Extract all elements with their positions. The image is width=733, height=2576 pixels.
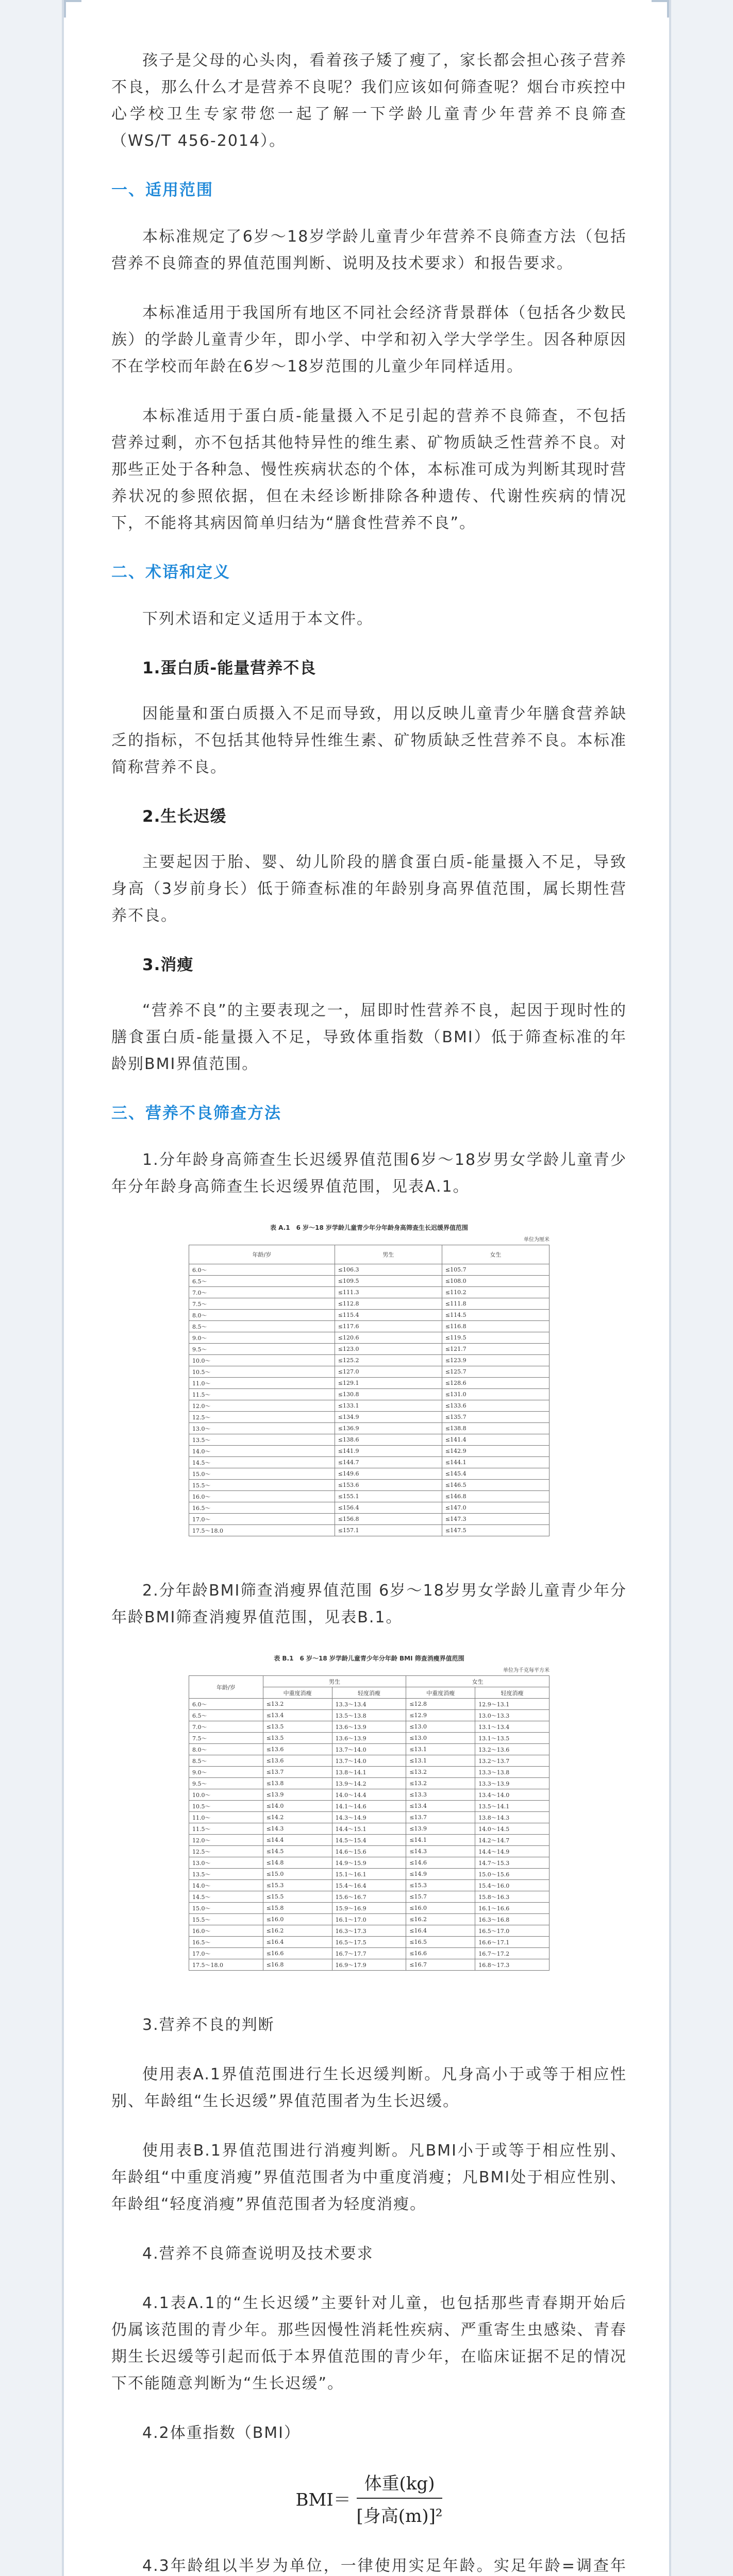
table-cell: 6.5～ [189,1276,335,1287]
table-row [189,1767,549,1778]
table-row [189,1514,549,1525]
table-cell: 12.5～ [189,1412,335,1423]
table-cell: 16.1～17.0 [332,1914,406,1925]
methods-paragraph-2: 2.分年龄BMI筛查消瘦界值范围 6岁～18岁男女学龄儿童青少年分年龄BMI筛查消瘦界值范围，见表B.1。 [111,1582,627,1626]
table-cell: 8.0～ [189,1310,335,1321]
table-row [189,1264,549,1276]
table-cell: 11.5～ [189,1389,335,1400]
term-paragraph-wasting: “营养不良”的主要表现之一，屈即时性营养不良，起因于现时性的膳食蛋白质-能量摄入不足，导致体重指数（BMI）低于筛查标准的年龄别BMI界值范围。 [111,1002,627,1073]
table-cell: 9.5～ [189,1344,335,1355]
table-cell: 8.5～ [189,1321,335,1332]
table-cell: ≤13.3 [406,1789,475,1801]
article-page [62,0,671,2576]
table-cell: 13.8～14.1 [332,1767,406,1778]
table-cell: 16.0～ [189,1491,335,1502]
table-row [189,1457,549,1468]
table-cell: ≤114.5 [442,1310,549,1321]
table-cell: ≤14.1 [406,1835,475,1846]
table-cell: ≤120.6 [335,1332,442,1344]
table-row [189,1468,549,1480]
methods-paragraph-3: 3.营养不良的判断 [142,2016,275,2034]
table-cell: ≤136.9 [335,1423,442,1434]
table-cell: ≤153.6 [335,1480,442,1491]
table-cell: 14.0～14.4 [332,1789,406,1801]
table-cell: ≤14.6 [406,1857,475,1869]
table-cell: 13.9～14.2 [332,1778,406,1789]
methods-paragraph-4: 使用表A.1界值范围进行生长迟缓判断。凡身高小于或等于相应性别、年龄组“生长迟缓”界值范围者为生长迟缓。 [111,2065,627,2110]
table-cell: ≤16.6 [406,1948,475,1959]
table-row [189,1891,549,1903]
table-row [189,1710,549,1721]
table-cell: 14.7～15.3 [475,1857,549,1869]
table-cell: ≤13.1 [406,1755,475,1767]
table-cell: 13.6～13.9 [332,1733,406,1744]
table-cell: ≤13.9 [406,1823,475,1835]
table-cell: ≤145.4 [442,1468,549,1480]
table-cell: 13.1～13.5 [475,1733,549,1744]
table-cell: 15.5～ [189,1480,335,1491]
table-cell: 15.9～16.9 [332,1903,406,1914]
bmi-formula-fraction [357,2469,443,2527]
table-b1-caption: 表 B.1 6 岁～18 岁学龄儿童青少年分年龄 BMI 筛查消瘦界值范围 [274,1655,464,1662]
table-cell: 15.5～ [189,1914,263,1925]
table-cell: 16.0～ [189,1925,263,1937]
article-content [111,47,627,2576]
table-cell: 13.7～14.0 [332,1744,406,1755]
table-cell: ≤13.8 [263,1778,332,1789]
table-cell: 14.5～ [189,1891,263,1903]
table-cell: ≤13.2 [406,1778,475,1789]
table-cell: 7.5～ [189,1733,263,1744]
table-cell: 14.5～ [189,1457,335,1468]
table-cell: ≤141.4 [442,1434,549,1446]
table-row [189,1721,549,1733]
table-cell: ≤106.3 [335,1264,442,1276]
table-cell: 7.5～ [189,1298,335,1310]
table-row [189,1276,549,1287]
table-cell: 13.3～13.8 [475,1767,549,1778]
table-cell: 13.5～14.1 [475,1801,549,1812]
table-cell: 10.5～ [189,1801,263,1812]
table-cell: ≤14.3 [406,1846,475,1857]
corner-decoration-right [652,0,669,18]
table-cell: 11.0～ [189,1378,335,1389]
table-cell: ≤13.6 [263,1755,332,1767]
table-row [189,1355,549,1366]
table-cell: 16.5～ [189,1937,263,1948]
table-row [189,1525,549,1536]
section-title-terms: 二、术语和定义 [111,563,230,582]
table-cell: 14.6～15.6 [332,1846,406,1857]
term-title-malnutrition: 1.蛋白质-能量营养不良 [142,659,316,677]
table-cell: 13.0～13.3 [475,1710,549,1721]
table-cell: 15.8～16.3 [475,1891,549,1903]
table-cell: 14.0～14.5 [475,1823,549,1835]
table-cell: ≤13.2 [263,1699,332,1710]
table-b1-unit: 单位为千克每平方米 [503,1668,549,1673]
table-a1-caption: 表 A.1 6 岁～18 岁学龄儿童青少年分年龄身高筛查生长迟缓界值范围 [270,1224,468,1231]
table-cell: ≤117.6 [335,1321,442,1332]
table-cell: ≤131.0 [442,1389,549,1400]
table-cell: ≤16.7 [406,1959,475,1971]
term-paragraph-stunting: 主要起因于胎、婴、幼儿阶段的膳食蛋白质-能量摄入不足，导致身高（3岁前身长）低于筛查标准的年龄别身高界值范围，属长期性营养不良。 [111,853,627,925]
table-cell: ≤128.6 [442,1378,549,1389]
table-cell: 15.0～ [189,1468,335,1480]
table-cell: ≤14.8 [263,1857,332,1869]
table-row [189,1846,549,1857]
table-cell: 13.0～ [189,1423,335,1434]
table-cell: 14.1～14.6 [332,1801,406,1812]
table-cell: 14.0～ [189,1880,263,1891]
table-cell: 13.4～14.0 [475,1789,549,1801]
table-cell: 15.6～16.7 [332,1891,406,1903]
table-cell: 12.9～13.1 [475,1699,549,1710]
table-cell: ≤13.2 [406,1767,475,1778]
table-cell: ≤110.2 [442,1287,549,1298]
table-row [189,1699,549,1710]
table-cell: 16.6～17.1 [475,1937,549,1948]
table-cell: 16.1～16.6 [475,1903,549,1914]
table-row [189,1423,549,1434]
table-cell: ≤13.0 [406,1733,475,1744]
table-row [189,1857,549,1869]
table-row [189,1446,549,1457]
table-cell: 16.9～17.9 [332,1959,406,1971]
table-cell: ≤147.0 [442,1502,549,1514]
table-cell: ≤12.9 [406,1710,475,1721]
table-cell: 8.0～ [189,1744,263,1755]
table-cell: 13.8～14.3 [475,1812,549,1823]
table-cell: 10.0～ [189,1355,335,1366]
table-cell: 9.0～ [189,1767,263,1778]
table-row [189,1434,549,1446]
table-cell: ≤15.5 [263,1891,332,1903]
table-cell: ≤115.4 [335,1310,442,1321]
table-cell: ≤12.8 [406,1699,475,1710]
table-cell: ≤157.1 [335,1525,442,1536]
table-cell: ≤149.6 [335,1468,442,1480]
table-cell: ≤15.7 [406,1891,475,1903]
methods-paragraph-6: 4.营养不良筛查说明及技术要求 [142,2245,374,2263]
table-cell: ≤116.8 [442,1321,549,1332]
table-b1-subheader: 中重度消瘦 [263,1687,332,1699]
table-cell: 16.5～ [189,1502,335,1514]
table-cell: ≤123.9 [442,1355,549,1366]
table-b1-subheader: 中重度消瘦 [406,1687,475,1699]
table-cell: ≤138.8 [442,1423,549,1434]
table-cell: ≤14.4 [263,1835,332,1846]
table-row [189,1823,549,1835]
table-cell: ≤123.0 [335,1344,442,1355]
table-row [189,1332,549,1344]
table-cell: 7.0～ [189,1287,335,1298]
table-row [189,1321,549,1332]
table-cell: 13.6～13.9 [332,1721,406,1733]
table-cell: 13.2～13.6 [475,1744,549,1755]
table-cell: ≤14.3 [263,1823,332,1835]
table-cell: ≤121.7 [442,1344,549,1355]
table-cell: ≤14.2 [263,1812,332,1823]
table-cell: ≤130.8 [335,1389,442,1400]
table-cell: ≤108.0 [442,1276,549,1287]
table-cell: 13.7～14.0 [332,1755,406,1767]
term-title-stunting: 2.生长迟缓 [142,807,227,826]
table-cell: ≤15.8 [263,1903,332,1914]
table-row [189,1287,549,1298]
table-cell: 14.0～ [189,1446,335,1457]
table-cell: ≤16.4 [263,1937,332,1948]
table-cell: ≤144.7 [335,1457,442,1468]
table-cell: ≤13.7 [263,1767,332,1778]
table-a1-header: 男生 [335,1245,442,1264]
table-cell: 8.5～ [189,1755,263,1767]
table-cell: ≤16.6 [263,1948,332,1959]
table-cell: 9.0～ [189,1332,335,1344]
table-cell: ≤156.8 [335,1514,442,1525]
table-cell: 14.9～15.9 [332,1857,406,1869]
table-row [189,1903,549,1914]
table-a1-header: 年龄/岁 [189,1245,335,1264]
table-row [189,1400,549,1412]
table-cell: 7.0～ [189,1721,263,1733]
table-cell: 15.0～ [189,1903,263,1914]
table-cell: ≤109.5 [335,1276,442,1287]
table-row [189,1914,549,1925]
table-cell: 9.5～ [189,1778,263,1789]
table-cell: ≤125.7 [442,1366,549,1378]
table-row [189,1502,549,1514]
table-row [189,1480,549,1491]
table-cell: 16.8～17.3 [475,1959,549,1971]
table-cell: ≤142.9 [442,1446,549,1457]
corner-decoration-left [64,0,81,18]
table-cell: ≤13.5 [263,1733,332,1744]
methods-paragraph-1: 1.分年龄身高筛查生长迟缓界值范围6岁～18岁男女学龄儿童青少年分年龄身高筛查生长迟缓界值范围，见表A.1。 [111,1151,627,1196]
table-cell: 15.4～16.4 [332,1880,406,1891]
table-cell: 14.5～15.4 [332,1835,406,1846]
table-cell: 17.0～ [189,1514,335,1525]
table-cell: ≤133.1 [335,1400,442,1412]
table-cell: 12.0～ [189,1400,335,1412]
table-cell: ≤15.3 [406,1880,475,1891]
table-cell: ≤13.5 [263,1721,332,1733]
table-a1-header: 女生 [442,1245,549,1264]
table-cell: ≤144.1 [442,1457,549,1468]
bmi-formula-lhs: BMI＝ [295,2489,351,2511]
table-cell: ≤134.9 [335,1412,442,1423]
table-cell: ≤13.0 [406,1721,475,1733]
table-cell: 13.5～13.8 [332,1710,406,1721]
table-cell: ≤16.2 [263,1925,332,1937]
table-a1 [189,1245,549,1536]
table-cell: 16.7～17.7 [332,1948,406,1959]
table-cell: ≤13.4 [263,1710,332,1721]
table-cell: 13.5～ [189,1869,263,1880]
table-cell: 17.5～18.0 [189,1525,335,1536]
table-row [189,1344,549,1355]
bmi-formula-numerator: 体重(kg) [357,2469,443,2499]
table-cell: ≤16.2 [406,1914,475,1925]
term-title-wasting: 3.消瘦 [142,956,194,974]
table-row [189,1789,549,1801]
table-row [189,1755,549,1767]
table-b1-subheader: 轻度消瘦 [475,1687,549,1699]
table-row [189,1835,549,1846]
table-row [189,1744,549,1755]
table-cell: 13.1～13.4 [475,1721,549,1733]
scope-paragraph-3: 本标准适用于蛋白质-能量摄入不足引起的营养不良筛查，不包括营养过剩，亦不包括其他特异性的维生素、矿物质缺乏性营养不良。对那些正处于各种急、慢性疾病状态的个体，本标准可成为判断其现时营养状况的参照依据，但在未经诊断排除各种遗传、代谢性疾病的情况下，不能将其病因简单归结为“膳食性营养不良”。 [111,407,627,532]
methods-paragraph-9: 4.3年龄组以半岁为单位，一律使用实足年龄。实足年龄=调查年 [142,2557,627,2575]
table-b1-figure [111,1654,627,1971]
table-cell: 13.0～ [189,1857,263,1869]
table-a1-unit: 单位为厘米 [524,1237,549,1243]
table-cell: ≤147.5 [442,1525,549,1536]
term-paragraph-malnutrition: 因能量和蛋白质摄入不足而导致，用以反映儿童青少年膳食营养缺乏的指标，不包括其他特异性维生素、矿物质缺乏性营养不良。本标准简称营养不良。 [111,705,627,776]
table-b1-header: 男生 [263,1676,406,1687]
table-cell: ≤16.5 [406,1937,475,1948]
table-row [189,1491,549,1502]
table-cell: 15.4～16.0 [475,1880,549,1891]
table-row [189,1812,549,1823]
table-cell: 6.0～ [189,1699,263,1710]
table-row [189,1925,549,1937]
table-cell: 16.3～17.3 [332,1925,406,1937]
table-b1 [189,1675,549,1971]
table-b1-subheader: 轻度消瘦 [332,1687,406,1699]
table-cell: ≤127.0 [335,1366,442,1378]
table-row [189,1937,549,1948]
table-cell: 15.0～15.6 [475,1869,549,1880]
table-cell: ≤105.7 [442,1264,549,1276]
table-cell: 12.5～ [189,1846,263,1857]
table-cell: ≤138.6 [335,1434,442,1446]
table-cell: 6.5～ [189,1710,263,1721]
table-cell: ≤15.3 [263,1880,332,1891]
table-cell: 14.3～14.9 [332,1812,406,1823]
table-cell: ≤14.5 [263,1846,332,1857]
table-cell: ≤16.0 [406,1903,475,1914]
table-row [189,1298,549,1310]
table-cell: 6.0～ [189,1264,335,1276]
table-cell: ≤13.9 [263,1789,332,1801]
table-cell: ≤13.1 [406,1744,475,1755]
terms-paragraph: 下列术语和定义适用于本文件。 [142,610,373,628]
table-cell: 13.2～13.7 [475,1755,549,1767]
table-cell: 11.0～ [189,1812,263,1823]
table-cell: 11.5～ [189,1823,263,1835]
table-cell: ≤156.4 [335,1502,442,1514]
table-cell: ≤13.7 [406,1812,475,1823]
table-cell: 14.4～14.9 [475,1846,549,1857]
table-cell: 17.5～18.0 [189,1959,263,1971]
table-cell: ≤111.3 [335,1287,442,1298]
bmi-formula [111,2469,627,2527]
table-cell: 16.7～17.2 [475,1948,549,1959]
table-b1-header: 年龄/岁 [189,1676,263,1699]
table-cell: ≤112.8 [335,1298,442,1310]
table-cell: ≤13.6 [263,1744,332,1755]
table-row [189,1959,549,1971]
table-cell: 17.0～ [189,1948,263,1959]
table-cell: ≤111.8 [442,1298,549,1310]
bmi-formula-denominator: [身高(m)]² [356,2506,443,2527]
table-cell: 14.4～15.1 [332,1823,406,1835]
table-cell: ≤155.1 [335,1491,442,1502]
table-row [189,1869,549,1880]
table-cell: ≤135.7 [442,1412,549,1423]
table-cell: ≤125.2 [335,1355,442,1366]
table-cell: ≤146.8 [442,1491,549,1502]
table-cell: 13.3～13.4 [332,1699,406,1710]
table-cell: 16.5～17.0 [475,1925,549,1937]
table-cell: ≤16.8 [263,1959,332,1971]
table-row [189,1378,549,1389]
table-row [189,1880,549,1891]
table-cell: ≤129.1 [335,1378,442,1389]
table-cell: ≤133.6 [442,1400,549,1412]
methods-paragraph-7: 4.1表A.1的“生长迟缓”主要针对儿童，也包括那些青春期开始后仍属该范围的青少年。那些因慢性消耗性疾病、严重寄生虫感染、青春期生长迟缓等引起而低于本界值范围的青少年，在临床证据不足的情况下不能随意判断为“生长迟缓”。 [111,2294,627,2393]
table-row [189,1733,549,1744]
table-cell: ≤13.4 [406,1801,475,1812]
methods-paragraph-8: 4.2体重指数（BMI） [142,2424,301,2442]
table-cell: 10.5～ [189,1366,335,1378]
section-title-methods: 三、营养不良筛查方法 [111,1104,281,1123]
table-row [189,1389,549,1400]
table-cell: 12.0～ [189,1835,263,1846]
table-cell: ≤16.4 [406,1925,475,1937]
table-cell: ≤15.0 [263,1869,332,1880]
table-row [189,1778,549,1789]
table-cell: 15.1～16.1 [332,1869,406,1880]
intro-paragraph: 孩子是父母的心头肉，看着孩子矮了瘦了，家长都会担心孩子营养不良，那么什么才是营养不良呢？我们应该如何筛查呢？烟台市疾控中心学校卫生专家带您一起了解一下学龄儿童青少年营养不良筛查（WS/T 456-2014）。 [111,52,627,150]
table-a1-figure [111,1223,627,1536]
table-row [189,1310,549,1321]
table-cell: 14.2～14.7 [475,1835,549,1846]
table-cell: ≤146.5 [442,1480,549,1491]
table-cell: 16.3～16.8 [475,1914,549,1925]
section-title-scope: 一、适用范围 [111,181,213,199]
table-cell: 16.5～17.5 [332,1937,406,1948]
scope-paragraph-2: 本标准适用于我国所有地区不同社会经济背景群体（包括各少数民族）的学龄儿童青少年，即小学、中学和初入学大学学生。因各种原因不在学校而年龄在6岁～18岁范围的儿童少年同样适用。 [111,304,627,376]
methods-paragraph-5: 使用表B.1界值范围进行消瘦判断。凡BMI小于或等于相应性别、年龄组“中重度消瘦”界值范围者为中重度消瘦；凡BMI处于相应性别、年龄组“轻度消瘦”界值范围者为轻度消瘦。 [111,2142,627,2213]
table-cell: ≤119.5 [442,1332,549,1344]
table-row [189,1801,549,1812]
table-cell: ≤14.9 [406,1869,475,1880]
table-cell: 10.0～ [189,1789,263,1801]
table-row [189,1948,549,1959]
scope-paragraph-1: 本标准规定了6岁～18岁学龄儿童青少年营养不良筛查方法（包括营养不良筛查的界值范围判断、说明及技术要求）和报告要求。 [111,228,627,273]
table-cell: ≤141.9 [335,1446,442,1457]
table-cell: 13.5～ [189,1434,335,1446]
table-row [189,1412,549,1423]
table-cell: 13.3～13.9 [475,1778,549,1789]
table-cell: ≤16.0 [263,1914,332,1925]
table-cell: ≤147.3 [442,1514,549,1525]
table-row [189,1366,549,1378]
table-b1-header: 女生 [406,1676,549,1687]
table-cell: ≤14.0 [263,1801,332,1812]
